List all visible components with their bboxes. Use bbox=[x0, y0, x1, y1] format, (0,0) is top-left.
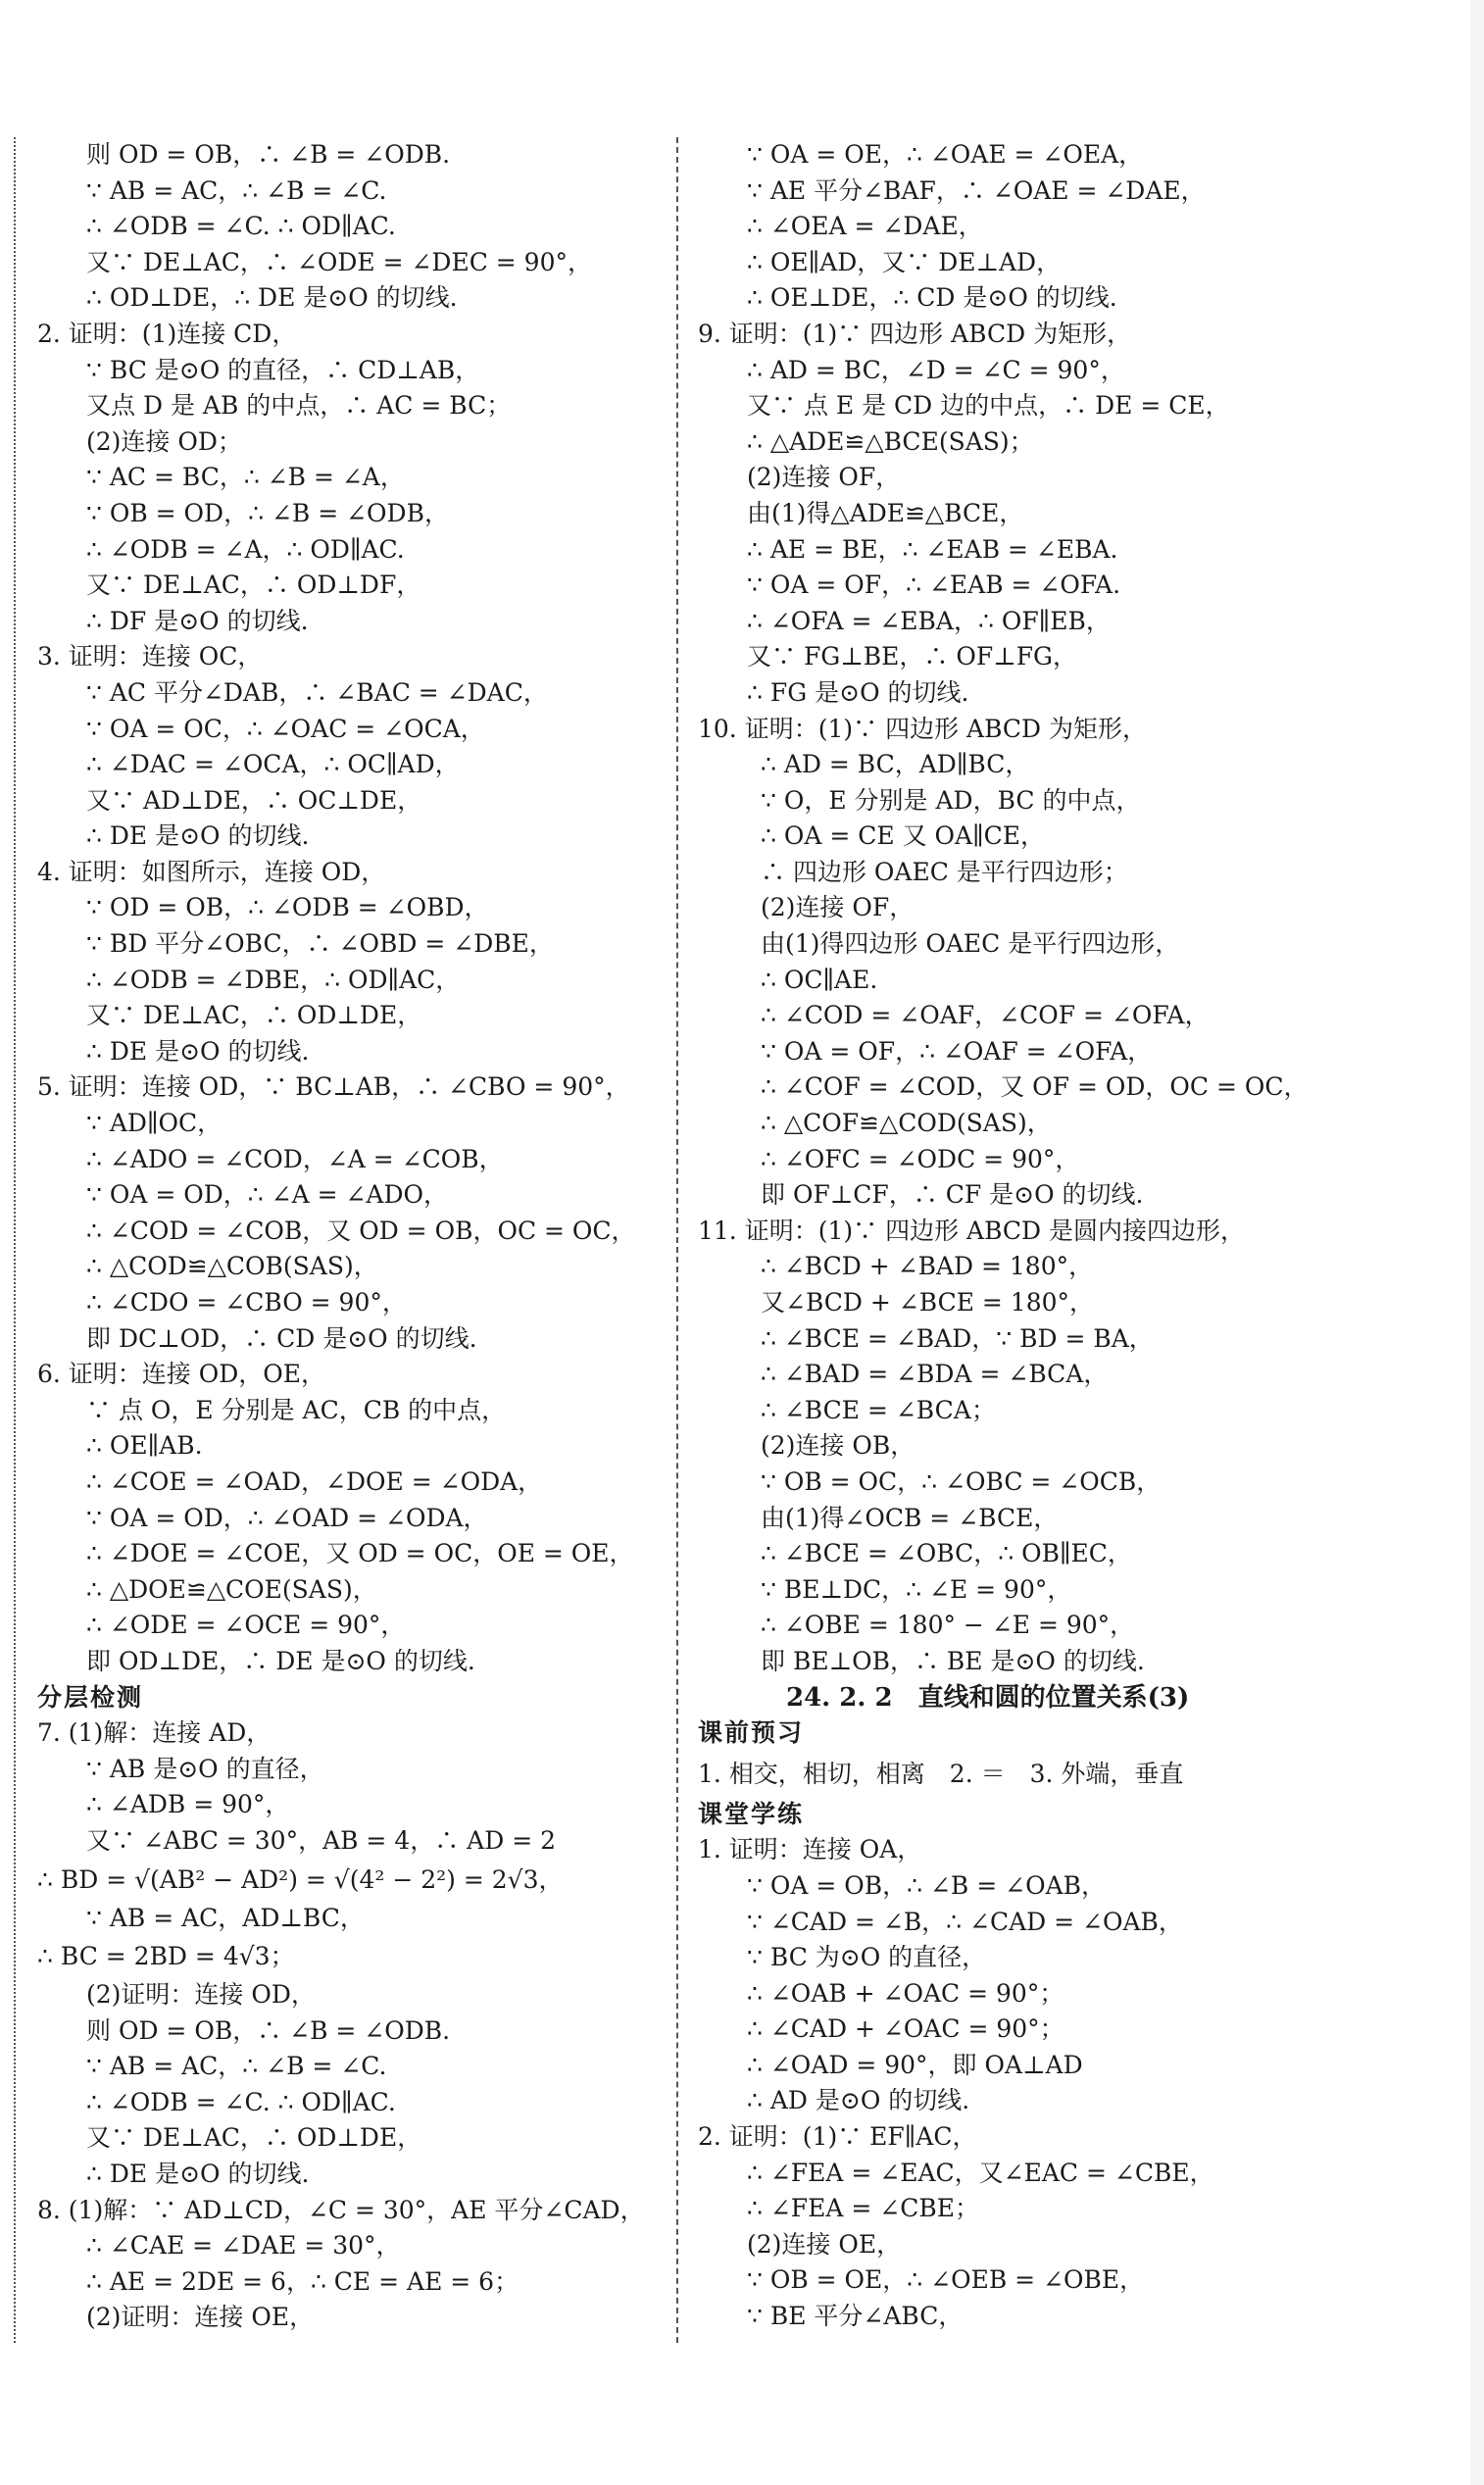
answer-line: ∵ OA = OF，∴ ∠OAF = ∠OFA， bbox=[761, 1036, 1153, 1066]
answer-line: ∴ ∠CAD + ∠OAC = 90°； bbox=[747, 2014, 1064, 2044]
answer-line: 即 OF⊥CF，∴ CF 是⊙O 的切线. bbox=[761, 1180, 1144, 1210]
answer-line: ∵ AB = AC，∴ ∠B = ∠C. bbox=[86, 2052, 387, 2081]
answer-line: 6. 证明：连接 OD，OE， bbox=[37, 1360, 326, 1389]
answer-line: ∴ DE 是⊙O 的切线. bbox=[86, 821, 310, 851]
answer-line: ∴ AD = BC，AD∥BC， bbox=[761, 750, 1030, 779]
answer-line: ∵ AB = AC，AD⊥BC， bbox=[86, 1903, 365, 1932]
section-heading: 分层检测 bbox=[37, 1682, 144, 1712]
answer-line: ∵ BC 为⊙O 的直径， bbox=[747, 1943, 987, 1972]
answer-line: (2)连接 OE， bbox=[747, 2229, 902, 2259]
answer-line: ∴ ∠COD = ∠COB，又 OD = OB，OC = OC， bbox=[86, 1216, 636, 1245]
answer-line: ∴ OE⊥DE，∴ CD 是⊙O 的切线. bbox=[747, 283, 1117, 313]
answer-line: 即 OD⊥DE，∴ DE 是⊙O 的切线. bbox=[86, 1646, 475, 1675]
answer-line: ∴ ∠CAE = ∠DAE = 30°， bbox=[86, 2231, 401, 2261]
answer-line: ∴ AE = BE，∴ ∠EAB = ∠EBA. bbox=[747, 534, 1118, 564]
answer-line: 又∵ DE⊥AC，∴ OD⊥DF， bbox=[86, 571, 421, 600]
answer-line: ∵ OB = OD，∴ ∠B = ∠ODB， bbox=[86, 498, 449, 527]
answer-line: 5. 证明：连接 OD，∵ BC⊥AB，∴ ∠CBO = 90°， bbox=[37, 1072, 630, 1102]
answer-line: ∴ BC = 2BD = 4√3； bbox=[37, 1942, 295, 1971]
answer-line: 由(1)得四边形 OAEC 是平行四边形， bbox=[761, 929, 1180, 959]
answer-line: ∴ ∠OBE = 180° − ∠E = 90°， bbox=[761, 1611, 1135, 1640]
answer-line: ∴ ∠OAD = 90°，即 OA⊥AD bbox=[747, 2050, 1083, 2079]
answer-line: ∴ ∠OEA = ∠DAE， bbox=[747, 212, 983, 241]
answer-line: 又点 D 是 AB 的中点，∴ AC = BC； bbox=[86, 391, 512, 421]
answer-line: ∴ DF 是⊙O 的切线. bbox=[86, 606, 309, 635]
answer-line: 由(1)得∠OCB = ∠BCE， bbox=[761, 1503, 1059, 1532]
answer-line: ∵ OA = OB，∴ ∠B = ∠OAB， bbox=[747, 1870, 1106, 1900]
answer-line: ∴ ∠ODE = ∠OCE = 90°， bbox=[86, 1611, 406, 1640]
answer-line: ∵ BD 平分∠OBC，∴ ∠OBD = ∠DBE， bbox=[86, 929, 554, 959]
answer-line: 又∵ DE⊥AC，∴ OD⊥DE， bbox=[86, 2123, 422, 2153]
answer-line: ∴ △COD≌△COB(SAS)， bbox=[86, 1252, 378, 1281]
answer-line: ∵ AB = AC，∴ ∠B = ∠C. bbox=[86, 175, 387, 205]
answer-line: ∴ ∠COE = ∠OAD，∠DOE = ∠ODA， bbox=[86, 1466, 543, 1496]
answer-line: ∴ OA = CE 又 OA∥CE， bbox=[761, 821, 1045, 851]
answer-line: ∴ ∠BCD + ∠BAD = 180°， bbox=[761, 1252, 1094, 1281]
answer-line: ∴ DE 是⊙O 的切线. bbox=[86, 1036, 310, 1066]
answer-line: ∴ ∠FEA = ∠EAC，又∠EAC = ∠CBE， bbox=[747, 2158, 1214, 2187]
answer-line: ∵ OA = OD，∴ ∠A = ∠ADO， bbox=[86, 1180, 449, 1210]
answer-line: (2)连接 OB， bbox=[761, 1431, 915, 1461]
answer-line: 9. 证明：(1)∵ 四边形 ABCD 为矩形， bbox=[698, 319, 1132, 348]
column-divider bbox=[676, 137, 678, 2343]
answer-line: ∴ ∠DOE = ∠COE，又 OD = OC，OE = OE， bbox=[86, 1539, 634, 1568]
section-heading: 课堂学练 bbox=[698, 1799, 805, 1828]
section-heading: 课前预习 bbox=[698, 1718, 805, 1748]
answer-line: ∴ OD⊥DE，∴ DE 是⊙O 的切线. bbox=[86, 283, 458, 313]
left-column bbox=[37, 137, 665, 2336]
answer-line: ∵ BC 是⊙O 的直径，∴ CD⊥AB， bbox=[86, 355, 480, 384]
answer-line: 4. 证明：如图所示，连接 OD， bbox=[37, 857, 386, 886]
answer-line: ∴ △ADE≌△BCE(SAS)； bbox=[747, 426, 1034, 456]
answer-line: ∵ BE⊥DC，∴ ∠E = 90°， bbox=[761, 1574, 1072, 1604]
answer-line: ∵ OA = OE，∴ ∠OAE = ∠OEA， bbox=[747, 140, 1144, 169]
answer-line: 1. 相交，相切，相离 2. ＝ 3. 外端，垂直 bbox=[698, 1759, 1184, 1788]
answer-line: (2)连接 OD； bbox=[86, 426, 242, 456]
answer-line: ∵ OA = OF，∴ ∠EAB = ∠OFA. bbox=[747, 571, 1121, 600]
answer-line: 又∵ AD⊥DE，∴ OC⊥DE， bbox=[86, 785, 422, 815]
answer-line: ∴ ∠DAC = ∠OCA，∴ OC∥AD， bbox=[86, 750, 460, 779]
answer-line: ∴ OE∥AB. bbox=[86, 1431, 203, 1461]
answer-line: ∴ AE = 2DE = 6，∴ CE = AE = 6； bbox=[86, 2266, 519, 2296]
answer-line: ∴ ∠ODB = ∠C. ∴ OD∥AC. bbox=[86, 2087, 396, 2116]
answer-line: ∴ ∠OFA = ∠EBA，∴ OF∥EB， bbox=[747, 606, 1111, 635]
answer-line: 则 OD = OB，∴ ∠B = ∠ODB. bbox=[86, 140, 451, 169]
answer-line: ∵ OB = OE，∴ ∠OEB = ∠OBE， bbox=[747, 2265, 1145, 2295]
answer-line: ∵ AC 平分∠DAB，∴ ∠BAC = ∠DAC， bbox=[86, 677, 548, 707]
answer-line: ∴ △DOE≌△COE(SAS)， bbox=[86, 1574, 377, 1604]
answer-line: ∵ AC = BC，∴ ∠B = ∠A， bbox=[86, 463, 405, 492]
answer-line: ∵ OD = OB，∴ ∠ODB = ∠OBD， bbox=[86, 893, 489, 922]
answer-line: 又∵ 点 E 是 CD 边的中点，∴ DE = CE， bbox=[747, 391, 1230, 421]
answer-line: 又∵ FG⊥BE，∴ OF⊥FG， bbox=[747, 642, 1078, 671]
answer-line: ∴ BD = √(AB² − AD²) = √(4² − 2²) = 2√3， bbox=[37, 1864, 564, 1894]
answer-line: ∵ AB 是⊙O 的直径， bbox=[86, 1754, 324, 1783]
answer-line: ∴ ∠ODB = ∠C. ∴ OD∥AC. bbox=[86, 212, 396, 241]
answer-line: ∵ AD∥OC， bbox=[86, 1109, 223, 1138]
answer-line: 又∠BCD + ∠BCE = 180°， bbox=[761, 1288, 1095, 1317]
answer-line: 又∵ DE⊥AC，∴ ∠ODE = ∠DEC = 90°， bbox=[86, 247, 592, 276]
answer-line: ∴ ∠COD = ∠OAF，∠COF = ∠OFA， bbox=[761, 1001, 1210, 1030]
answer-line: ∵ 点 O，E 分别是 AC，CB 的中点， bbox=[86, 1395, 507, 1424]
answer-line: ∴ △COF≌△COD(SAS)， bbox=[761, 1109, 1052, 1138]
answer-line: 1. 证明：连接 OA， bbox=[698, 1835, 922, 1864]
answer-line: ∴ ∠OFC = ∠ODC = 90°， bbox=[761, 1144, 1080, 1173]
answer-line: 10. 证明：(1)∵ 四边形 ABCD 为矩形， bbox=[698, 714, 1148, 743]
answer-line: ∴ ∠CDO = ∠CBO = 90°， bbox=[86, 1288, 407, 1317]
answer-line: 2. 证明：(1)连接 CD， bbox=[37, 319, 297, 348]
answer-line: ∵ ∠CAD = ∠B，∴ ∠CAD = ∠OAB， bbox=[747, 1907, 1183, 1936]
answer-line: ∵ OA = OC，∴ ∠OAC = ∠OCA， bbox=[86, 714, 485, 743]
answer-line: ∴ ∠ADB = 90°， bbox=[86, 1790, 290, 1819]
answer-line: ∵ OA = OD，∴ ∠OAD = ∠ODA， bbox=[86, 1503, 488, 1532]
answer-line: 8. (1)解：∵ AD⊥CD，∠C = 30°，AE 平分∠CAD， bbox=[37, 2195, 645, 2224]
answer-line: (2)连接 OF， bbox=[761, 893, 915, 922]
answer-line: 即 DC⊥OD，∴ CD 是⊙O 的切线. bbox=[86, 1323, 477, 1353]
answer-line: (2)证明：连接 OD， bbox=[86, 1980, 316, 2010]
answer-line: 由(1)得△ADE≌△BCE， bbox=[747, 498, 1024, 527]
answer-line: 3. 证明：连接 OC， bbox=[37, 642, 263, 671]
right-column bbox=[698, 137, 1462, 2335]
answer-line: ∴ OC∥AE. bbox=[761, 965, 878, 994]
answer-line: 又∵ DE⊥AC，∴ OD⊥DE， bbox=[86, 1001, 422, 1030]
answer-line: ∴ 四边形 OAEC 是平行四边形； bbox=[761, 857, 1128, 886]
answer-line: ∴ OE∥AD，又∵ DE⊥AD， bbox=[747, 247, 1062, 276]
answer-line: 11. 证明：(1)∵ 四边形 ABCD 是圆内接四边形， bbox=[698, 1216, 1246, 1245]
section-title: 24. 2. 2 直线和圆的位置关系(3) bbox=[786, 1682, 1190, 1713]
answer-line: (2)证明：连接 OE， bbox=[86, 2303, 315, 2332]
answer-line: ∴ ∠OAB + ∠OAC = 90°； bbox=[747, 1978, 1064, 2008]
answer-line: ∵ BE 平分∠ABC， bbox=[747, 2302, 964, 2331]
answer-line: ∴ ∠ODB = ∠A，∴ OD∥AC. bbox=[86, 534, 405, 564]
answer-line: ∴ AD 是⊙O 的切线. bbox=[747, 2086, 970, 2115]
answer-line: ∴ FG 是⊙O 的切线. bbox=[747, 677, 969, 707]
answer-line: ∴ ∠BAD = ∠BDA = ∠BCA， bbox=[761, 1360, 1109, 1389]
answer-line: ∴ ∠COF = ∠COD，又 OF = OD，OC = OC， bbox=[761, 1072, 1309, 1102]
answer-line: ∴ ∠ADO = ∠COD，∠A = ∠COB， bbox=[86, 1144, 504, 1173]
answer-line: ∴ DE 是⊙O 的切线. bbox=[86, 2160, 310, 2189]
answer-line: (2)连接 OF， bbox=[747, 463, 901, 492]
answer-line: ∵ AE 平分∠BAF，∴ ∠OAE = ∠DAE， bbox=[747, 175, 1206, 205]
answer-line: 则 OD = OB，∴ ∠B = ∠ODB. bbox=[86, 2015, 451, 2045]
answer-line: ∴ AD = BC，∠D = ∠C = 90°， bbox=[747, 355, 1125, 384]
answer-line: ∵ OB = OC，∴ ∠OBC = ∠OCB， bbox=[761, 1466, 1162, 1496]
answer-line: ∴ ∠BCE = ∠BAD，∵ BD = BA， bbox=[761, 1323, 1154, 1353]
answer-line: ∴ ∠BCE = ∠OBC，∴ OB∥EC， bbox=[761, 1539, 1132, 1568]
binding-margin-rule bbox=[14, 137, 16, 2343]
answer-line: 又∵ ∠ABC = 30°，AB = 4，∴ AD = 2 bbox=[86, 1825, 557, 1855]
answer-line: ∴ ∠ODB = ∠DBE，∴ OD∥AC， bbox=[86, 965, 461, 994]
answer-line: 即 BE⊥OB，∴ BE 是⊙O 的切线. bbox=[761, 1646, 1145, 1675]
answer-line: ∵ O，E 分别是 AD，BC 的中点， bbox=[761, 785, 1141, 815]
answer-line: 2. 证明：(1)∵ EF∥AC， bbox=[698, 2122, 977, 2152]
answer-line: ∴ ∠BCE = ∠BCA； bbox=[761, 1395, 996, 1424]
answer-line: 7. (1)解：连接 AD， bbox=[37, 1718, 272, 1748]
answer-line: ∴ ∠FEA = ∠CBE； bbox=[747, 2194, 979, 2223]
